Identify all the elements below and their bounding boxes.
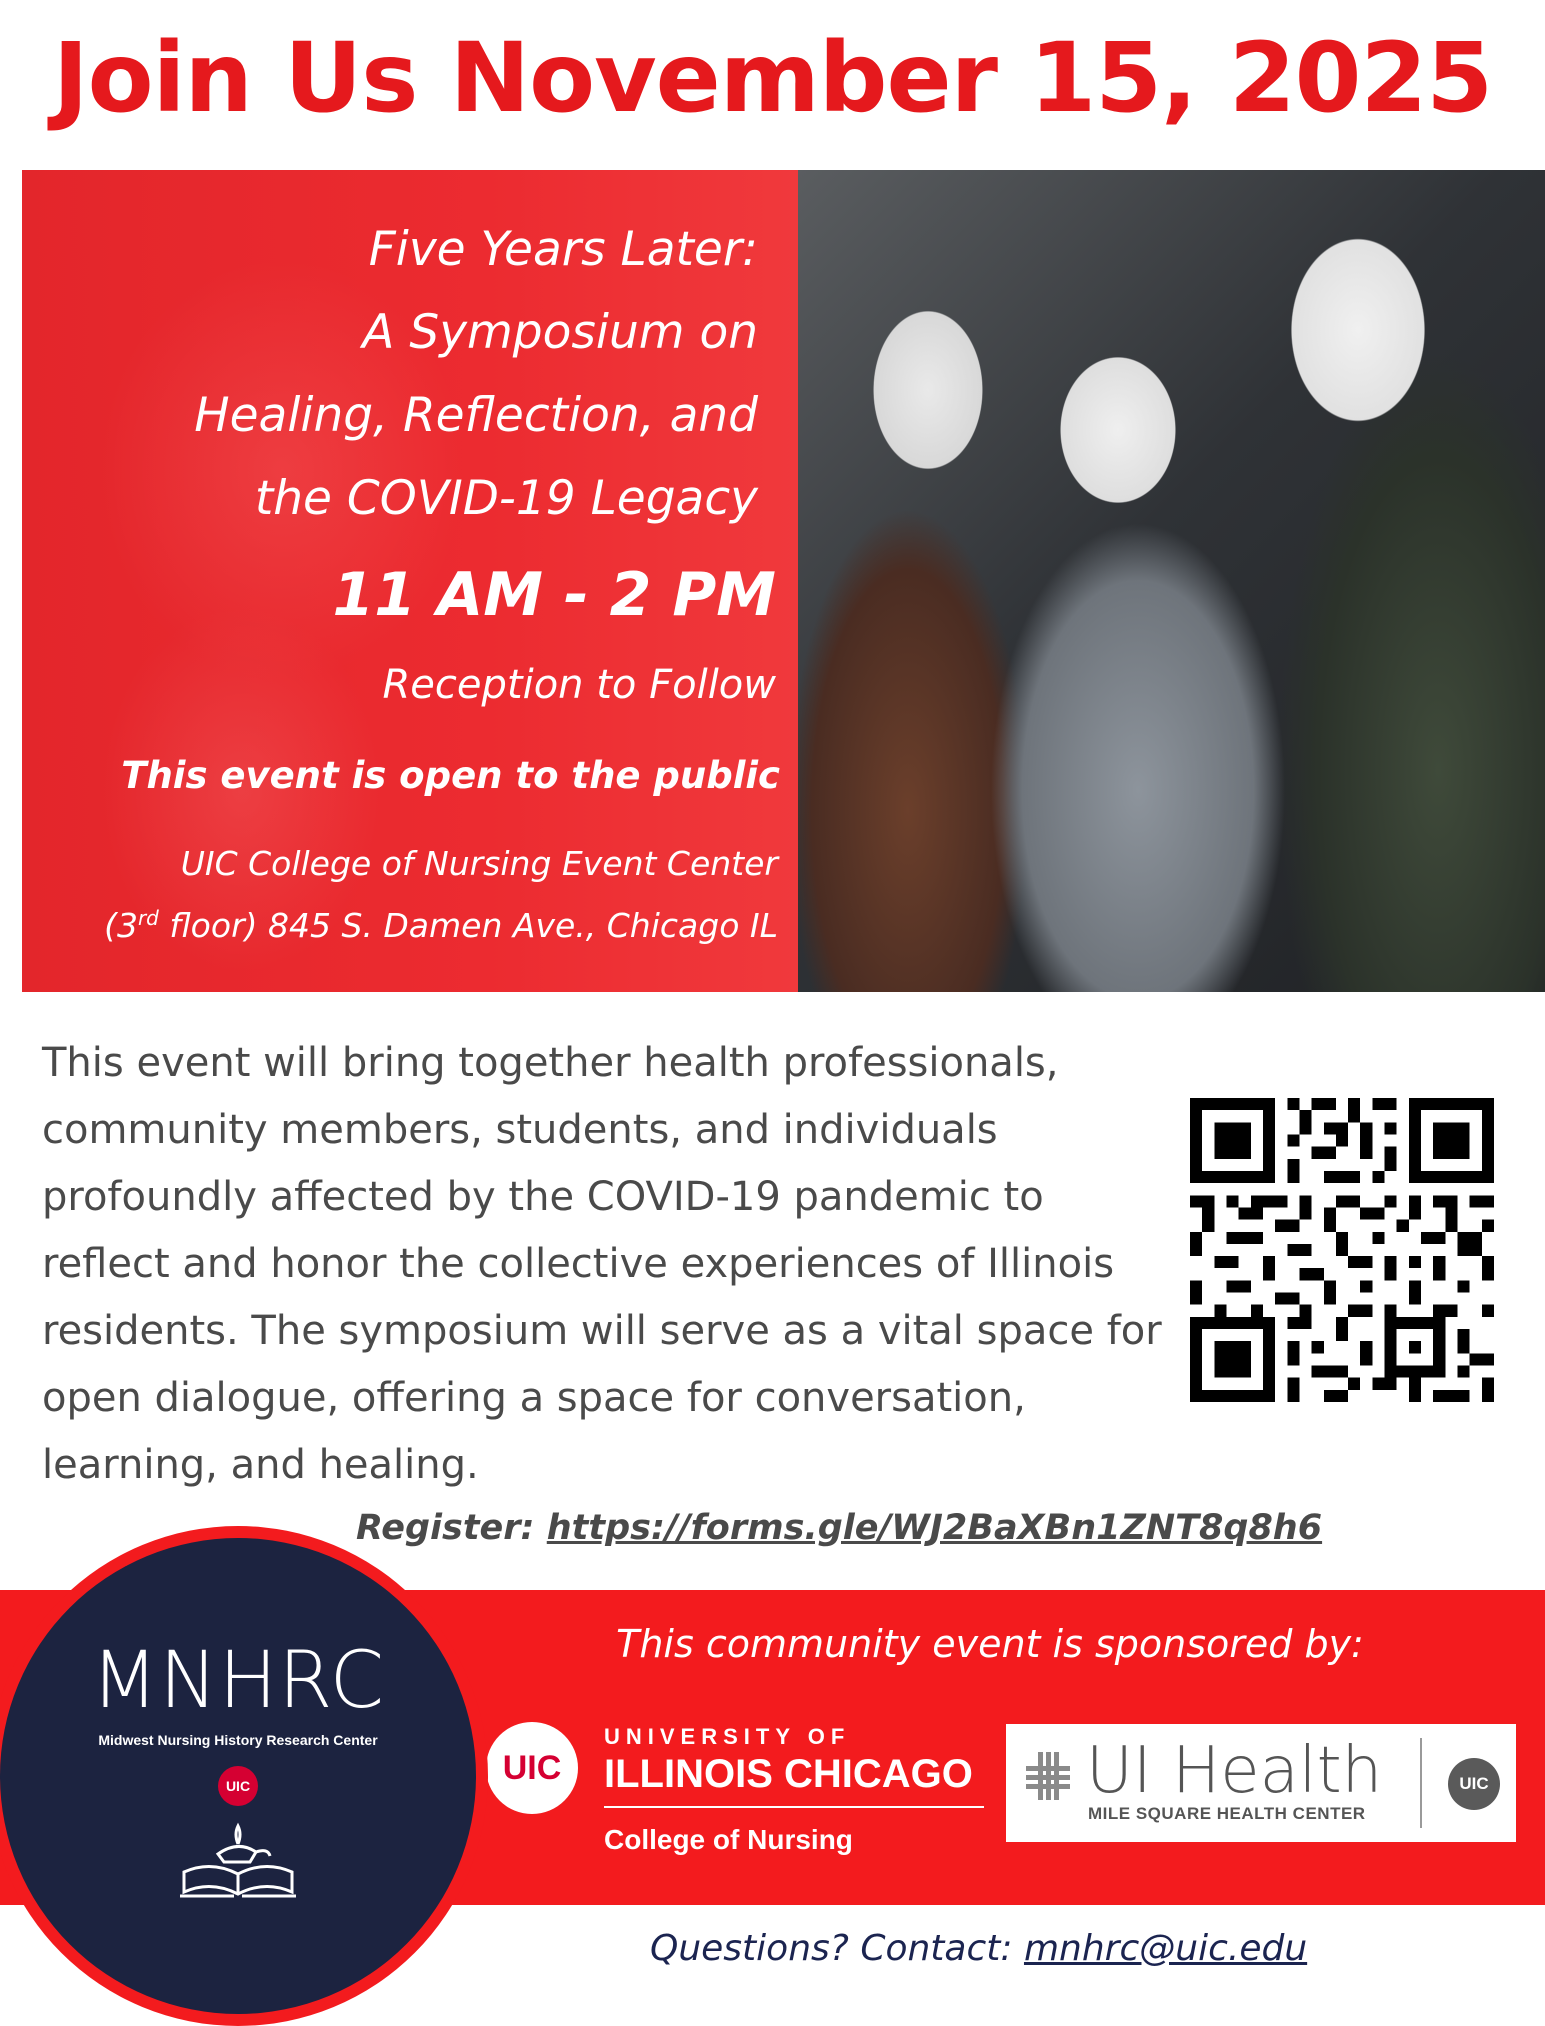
- register-label: Register:: [356, 1508, 535, 1548]
- event-time: 11 AM - 2 PM: [332, 560, 776, 630]
- venue-line-2: [22, 891, 778, 953]
- register-line: [356, 1508, 1456, 1548]
- venue: [22, 836, 798, 953]
- ui-health-uic-badge: UIC: [1448, 1758, 1500, 1810]
- contact-label: Questions? Contact:: [650, 1928, 1024, 1969]
- venue-line-1: UIC College of Nursing Event Center: [180, 844, 778, 883]
- venue-line-2-sup: rd: [137, 906, 159, 930]
- hero-section: [22, 170, 1545, 992]
- lamp-book-icon: [176, 1822, 300, 1902]
- mnhrc-full-name: Midwest Nursing History Research Center: [98, 1732, 378, 1748]
- uic-college-of-nursing-logo: [486, 1710, 996, 1860]
- contact-email-link[interactable]: mnhrc@uic.edu: [1023, 1928, 1308, 1969]
- public-note: This event is open to the public: [121, 754, 780, 797]
- event-info-panel: [22, 170, 798, 992]
- uic-line-1: UNIVERSITY OF: [604, 1724, 851, 1749]
- venue-line-2-pre: (3: [104, 906, 138, 945]
- headline: Join Us November 15, 2025: [52, 22, 1493, 134]
- ui-health-name: UI Health: [1086, 1734, 1383, 1808]
- event-title-line: Healing, Reflection, and: [194, 388, 758, 443]
- mnhrc-acronym: MNHRC: [90, 1636, 386, 1726]
- uic-divider: [604, 1806, 984, 1808]
- event-title-line: Five Years Later:: [368, 222, 758, 277]
- qr-code-icon[interactable]: [1190, 1098, 1494, 1402]
- ui-health-cross-icon: [1024, 1748, 1072, 1804]
- uic-line-2: ILLINOIS CHICAGO: [604, 1752, 973, 1796]
- event-title-line: the COVID-19 Legacy: [254, 471, 758, 526]
- reception-note: Reception to Follow: [382, 662, 776, 708]
- register-link[interactable]: https://forms.gle/WJ2BaXBn1ZNT8q8h6: [546, 1508, 1323, 1548]
- event-title: [22, 208, 798, 540]
- uic-line-3: College of Nursing: [604, 1824, 853, 1855]
- mnhrc-logo: [0, 1538, 476, 2014]
- ui-health-subtitle: MILE SQUARE HEALTH CENTER: [1088, 1804, 1366, 1823]
- ui-health-divider: [1420, 1738, 1422, 1828]
- event-title-line: A Symposium on: [362, 305, 758, 360]
- uic-badge: UIC: [486, 1722, 578, 1814]
- mnhrc-uic-badge: UIC: [218, 1766, 258, 1806]
- venue-line-2-post: floor) 845 S. Damen Ave., Chicago IL: [158, 906, 778, 945]
- sponsor-heading: This community event is sponsored by:: [616, 1622, 1364, 1666]
- contact-line: [650, 1928, 1450, 1969]
- ui-health-logo: [1006, 1724, 1516, 1842]
- masked-people-photo: [798, 170, 1545, 992]
- event-description: This event will bring together health professionals, community members, students, and individuals profoundly affected by the COVID-19 pandemic to reflect and honor the collective experiences of Illinois residents. The symposium will serve as a vital space for open dialogue, offering a space for conversation, learning, and healing.: [42, 1040, 1162, 1488]
